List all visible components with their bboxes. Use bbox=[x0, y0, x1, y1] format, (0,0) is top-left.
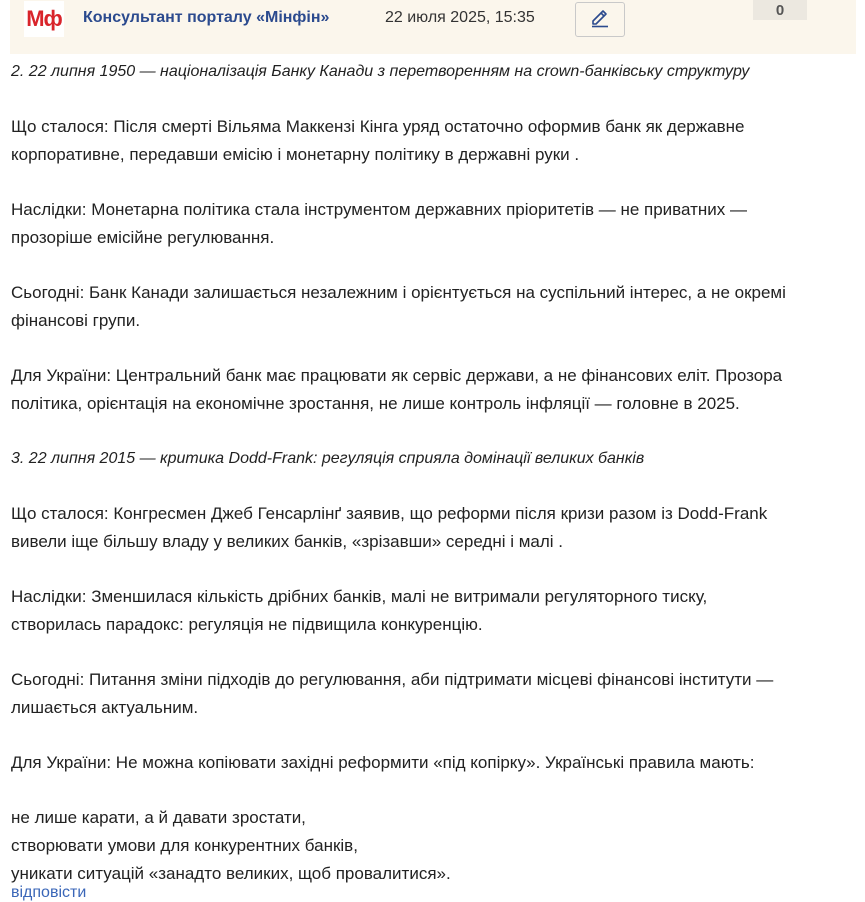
section-2-today-line-1: Сьогодні: Банк Канади залишається незалежним і орієнтується на суспільний інтерес, а не окремі bbox=[11, 283, 786, 302]
list-item-1: не лише карати, а й давати зростати, bbox=[11, 808, 306, 827]
post-header bbox=[10, 0, 856, 54]
section-2-ukraine-line-2: політика, орієнтація на економічне зростання, не лише контроль інфляції — головне в 2025. bbox=[11, 394, 740, 413]
section-3-ukraine-line-1: Для України: Не можна копіювати західні реформити «під копірку». Українські правила мають: bbox=[11, 753, 755, 772]
section-2-title: 2. 22 липня 1950 — націоналізація Банку Канади з перетворенням на crown-банківську структуру bbox=[11, 63, 750, 80]
section-3-effects-line-2: створилась парадокс: регуляція не підвищила конкуренцію. bbox=[11, 615, 483, 634]
edit-button[interactable] bbox=[575, 2, 625, 37]
section-3-today-line-2: лишається актуальним. bbox=[11, 698, 199, 717]
section-3-effects-line-1: Наслідки: Зменшилася кількість дрібних банків, малі не витримали регуляторного тиску, bbox=[11, 587, 708, 606]
section-3-what-line-1: Що сталося: Конгресмен Джеб Генсарлінґ заявив, що реформи після кризи разом із Dodd-Frank bbox=[11, 504, 768, 523]
section-2-what-line-2: корпоративне, передавши емісію і монетарну політику в державні руки . bbox=[11, 145, 580, 164]
section-2-ukraine-line-1: Для України: Центральний банк має працювати як сервіс держави, а не фінансових еліт. Прозора bbox=[11, 366, 783, 385]
list-item-3: уникати ситуацій «занадто великих, щоб провалитися». bbox=[11, 864, 451, 883]
section-3-what-line-2: вивели іще більшу владу у великих банків, «зрізавши» середні і малі . bbox=[11, 532, 564, 551]
list-item-2: створювати умови для конкурентних банків, bbox=[11, 836, 358, 855]
post-timestamp: 22 июля 2025, 15:35 bbox=[385, 9, 535, 26]
post-content bbox=[11, 58, 851, 888]
pencil-icon bbox=[589, 6, 611, 33]
section-2-what-line-1: Що сталося: Після смерті Вільяма Маккензі Кінга уряд остаточно оформив банк як державне bbox=[11, 117, 745, 136]
section-2-effects-line-2: прозоріше емісійне регулювання. bbox=[11, 228, 275, 247]
minfin-logo: Мф bbox=[24, 1, 64, 37]
author-name[interactable]: Консультант порталу «Мінфін» bbox=[83, 9, 330, 26]
section-3-today-line-1: Сьогодні: Питання зміни підходів до регулювання, аби підтримати місцеві фінансові інститути — bbox=[11, 670, 774, 689]
section-2-effects-line-1: Наслідки: Монетарна політика стала інструментом державних пріоритетів — не приватних — bbox=[11, 200, 747, 219]
reply-link[interactable]: відповісти bbox=[11, 884, 87, 901]
section-2-today-line-2: фінансові групи. bbox=[11, 311, 141, 330]
section-3-title: 3. 22 липня 2015 — критика Dodd-Frank: регуляція сприяла домінації великих банків bbox=[11, 450, 645, 467]
vote-count-badge: 0 bbox=[753, 0, 807, 20]
